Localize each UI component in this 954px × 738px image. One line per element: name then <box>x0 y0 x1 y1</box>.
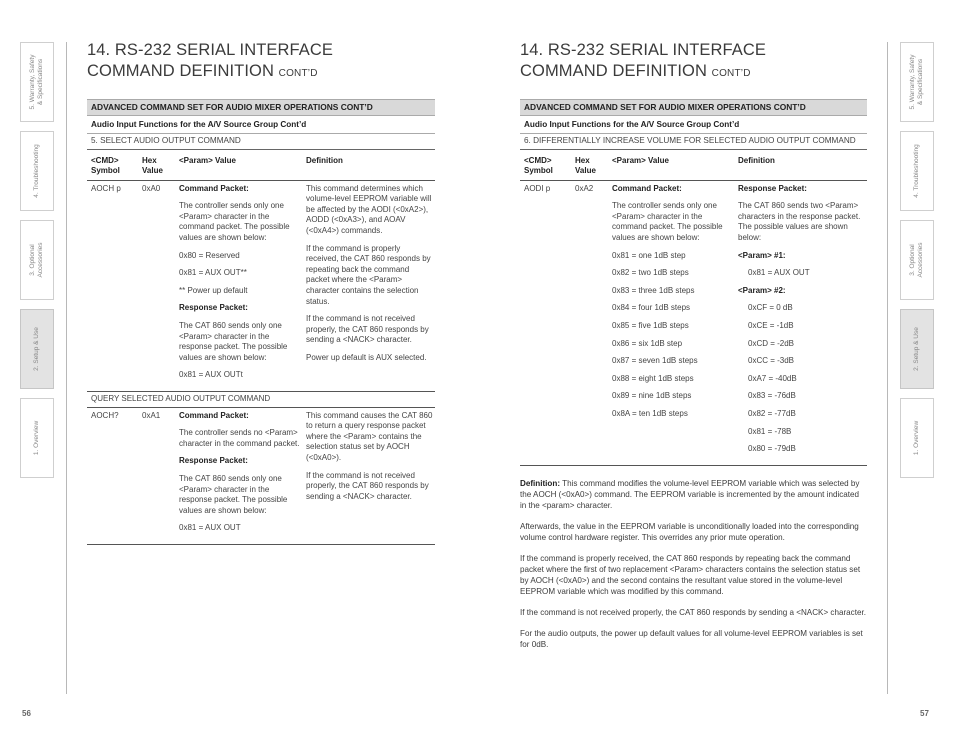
param-cell <box>175 180 302 391</box>
title-line-2: COMMAND DEFINITION <box>87 62 274 80</box>
command-caption: 6. DIFFERENTIALLY INCREASE VOLUME FOR SELECTED AUDIO OUTPUT COMMAND <box>520 134 867 150</box>
definition-label: Definition: <box>520 478 561 488</box>
col-header-hex: Hex Value <box>142 155 163 176</box>
response-packet-label: Response Packet: <box>738 183 807 193</box>
param-value: 0x89 = nine 1dB steps <box>612 391 692 401</box>
param2-value: 0xCD = -2dB <box>748 338 795 348</box>
definition-cell <box>734 180 867 465</box>
col-header-definition: Definition <box>738 155 775 165</box>
table-row <box>520 180 867 465</box>
param1-value: 0x81 = AUX OUT <box>748 268 810 278</box>
col-header-cmd: <CMD> Symbol <box>524 155 553 176</box>
response-packet-text: The CAT 860 sends only one <Param> character in the response packet. The possible values are shown below: <box>179 473 288 515</box>
right-page <box>520 40 867 660</box>
param-value: 0x88 = eight 1dB steps <box>612 373 694 383</box>
table-row <box>87 407 435 544</box>
title-line-1: 14. RS-232 SERIAL INTERFACE <box>520 41 767 59</box>
param-value: 0x82 = two 1dB steps <box>612 268 689 278</box>
nav-tab-overview[interactable] <box>900 398 934 478</box>
nav-tab-label: 1. Overview <box>33 420 40 456</box>
cmd-symbol: AOCH? <box>91 410 119 420</box>
param2-label: <Param> #2: <box>738 285 786 295</box>
body-paragraph: For the audio outputs, the power up default values for all volume-level EEPROM variables is set for 0dB. <box>520 628 863 649</box>
response-packet-text: The CAT 860 sends only one <Param> character in the response packet. The possible values are shown below: <box>179 321 288 362</box>
title-suffix: CONT’D <box>711 68 751 79</box>
query-caption-row <box>87 392 435 408</box>
table-row <box>87 180 435 391</box>
response-packet-label: Response Packet: <box>179 456 248 466</box>
hex-value: 0xA2 <box>575 183 594 193</box>
nav-tab-label: 5. Warranty, Safety & Specifications <box>29 54 44 110</box>
section-bar: ADVANCED COMMAND SET FOR AUDIO MIXER OPERATIONS CONT’D <box>87 99 435 116</box>
definition-cell <box>302 407 435 544</box>
param-value: 0x81 = one 1dB step <box>612 250 686 260</box>
nav-tab-overview[interactable] <box>20 398 54 478</box>
nav-tab-label: 4. Troubleshooting <box>913 144 920 198</box>
nav-tab-label: 1. Overview <box>913 420 920 456</box>
param2-value: 0xCE = -1dB <box>748 321 794 331</box>
definition-text: If the command is not received properly, the CAT 860 responds by sending a <NACK> character. <box>306 470 429 501</box>
hex-value: 0xA1 <box>142 410 161 420</box>
left-margin-rule <box>66 42 67 694</box>
param-value: 0x8A = ten 1dB steps <box>612 409 688 418</box>
param-value: 0x83 = three 1dB steps <box>612 285 695 295</box>
hex-value: 0xA0 <box>142 183 161 193</box>
param-cell <box>608 180 734 465</box>
param2-value: 0xCF = 0 dB <box>748 303 793 313</box>
col-header-definition: Definition <box>306 155 343 165</box>
command-packet-text: The controller sends only one <Param> character in the command packet. The possible values are shown below: <box>179 201 290 243</box>
command-packet-text: The controller sends only one <Param> character in the command packet. The possible values are shown below: <box>612 201 723 243</box>
col-header-cmd: <CMD> Symbol <box>91 155 120 176</box>
nav-tab-troubleshooting[interactable] <box>20 131 54 211</box>
definition-text: This command modifies the volume-level EEPROM variable which was selected by the AOCH (<0xA0>) command. The EEPROM variable is incremented by the amount indicated in the <param> character. <box>520 478 860 510</box>
param-value: 0x87 = seven 1dB steps <box>612 356 698 366</box>
page-number-left: 56 <box>22 709 31 718</box>
title-suffix: CONT’D <box>278 68 318 79</box>
page-number-right: 57 <box>920 709 929 718</box>
param-note: ** Power up default <box>179 285 248 295</box>
nav-tab-accessories[interactable] <box>900 220 934 300</box>
response-value: 0x81 = AUX OUT <box>179 523 241 533</box>
nav-tab-label: 3. Optional Accessories <box>909 242 924 278</box>
command-packet-label: Command Packet: <box>179 410 249 420</box>
param2-value: 0x80 = -79dB <box>748 444 796 454</box>
nav-tab-label: 3. Optional Accessories <box>29 242 44 278</box>
nav-tab-warranty[interactable] <box>20 42 54 122</box>
page-title <box>87 40 435 84</box>
nav-tab-setup-use[interactable] <box>900 309 934 389</box>
command-caption: 5. SELECT AUDIO OUTPUT COMMAND <box>87 134 435 150</box>
response-value: 0x81 = AUX OUTt <box>179 370 243 380</box>
nav-tab-warranty[interactable] <box>900 42 934 122</box>
title-line-2: COMMAND DEFINITION <box>520 62 707 80</box>
command-packet-label: Command Packet: <box>179 183 249 193</box>
response-packet-label: Response Packet: <box>179 303 248 313</box>
definition-text: Power up default is AUX selected. <box>306 353 427 362</box>
nav-tab-accessories[interactable] <box>20 220 54 300</box>
nav-tab-setup-use[interactable] <box>20 309 54 389</box>
col-header-hex: Hex Value <box>575 155 596 176</box>
group-heading: Audio Input Functions for the A/V Source Group Cont’d <box>87 116 435 134</box>
nav-tab-label: 2. Setup & Use <box>913 327 920 371</box>
param-value: 0x85 = five 1dB steps <box>612 321 689 331</box>
nav-tab-label: 4. Troubleshooting <box>33 144 40 198</box>
nav-tab-troubleshooting[interactable] <box>900 131 934 211</box>
col-header-param: <Param> Value <box>612 155 669 165</box>
definition-paragraph <box>520 478 867 511</box>
definition-text: If the command is properly received, the CAT 860 responds by repeating back the command packet where the <Param> character contains the selection status. <box>306 243 431 306</box>
param2-value: 0x83 = -76dB <box>748 391 796 401</box>
nav-tab-label: 5. Warranty, Safety & Specifications <box>909 54 924 110</box>
command-packet-text: The controller sends no <Param> character in the command packet. <box>179 428 300 448</box>
section-bar: ADVANCED COMMAND SET FOR AUDIO MIXER OPERATIONS CONT’D <box>520 99 867 116</box>
cmd-symbol: AOCH p <box>91 183 121 193</box>
page-title <box>520 40 867 84</box>
body-paragraph: If the command is properly received, the CAT 860 responds by repeating back the command packet where the first of two replacement <Param> characters contains the selection status set by AOCH (<0xA0>) and the second contains the resultant value stored in the volume-level EEPROM variable which was modified by this command. <box>520 553 861 596</box>
cmd-symbol: AODI p <box>524 183 551 193</box>
body-paragraph: If the command is not received properly, the CAT 860 responds by sending a <NACK> character. <box>520 607 866 617</box>
param-value: 0x81 = AUX OUT** <box>179 268 247 278</box>
nav-tab-label: 2. Setup & Use <box>33 327 40 371</box>
param1-label: <Param> #1: <box>738 250 786 260</box>
right-margin-rule <box>887 42 888 694</box>
param-value: 0x86 = six 1dB step <box>612 338 683 348</box>
param2-value: 0xCC = -3dB <box>748 356 795 366</box>
command-table <box>87 150 435 545</box>
param2-value: 0x82 = -77dB <box>748 409 796 418</box>
definition-cell <box>302 180 435 391</box>
param-value: 0x84 = four 1dB steps <box>612 303 691 313</box>
definition-body <box>520 478 867 650</box>
param2-value: 0x81 = -78B <box>748 426 792 436</box>
group-heading: Audio Input Functions for the A/V Source Group Cont’d <box>520 116 867 134</box>
definition-text: If the command is not received properly, the CAT 860 responds by sending a <NACK> character. <box>306 314 429 345</box>
param-cell <box>175 407 302 544</box>
body-paragraph: Afterwards, the value in the EEPROM variable is unconditionally loaded into the corresponding volume control hardware register. This overrides any prior mute operation. <box>520 521 859 542</box>
title-line-1: 14. RS-232 SERIAL INTERFACE <box>87 41 334 59</box>
definition-text: This command causes the CAT 860 to return a query response packet where the <Param> contains the selection status set by AOCH (<0xA0>). <box>306 410 433 462</box>
command-packet-label: Command Packet: <box>612 183 682 193</box>
command-table <box>520 150 867 466</box>
col-header-param: <Param> Value <box>179 155 236 165</box>
param2-value: 0xA7 = -40dB <box>748 373 797 383</box>
definition-text: This command determines which volume-level EEPROM variable will be affected by the AODI (<0xA2>), AODD (<0xA3>), and AOAV (<0xA4>) commands. <box>306 183 432 236</box>
response-packet-text: The CAT 860 sends two <Param> characters in the response packet. The possible values are shown below: <box>738 201 861 243</box>
param-value: 0x80 = Reserved <box>179 250 240 260</box>
query-caption: QUERY SELECTED AUDIO OUTPUT COMMAND <box>87 392 435 408</box>
left-page <box>87 40 435 545</box>
